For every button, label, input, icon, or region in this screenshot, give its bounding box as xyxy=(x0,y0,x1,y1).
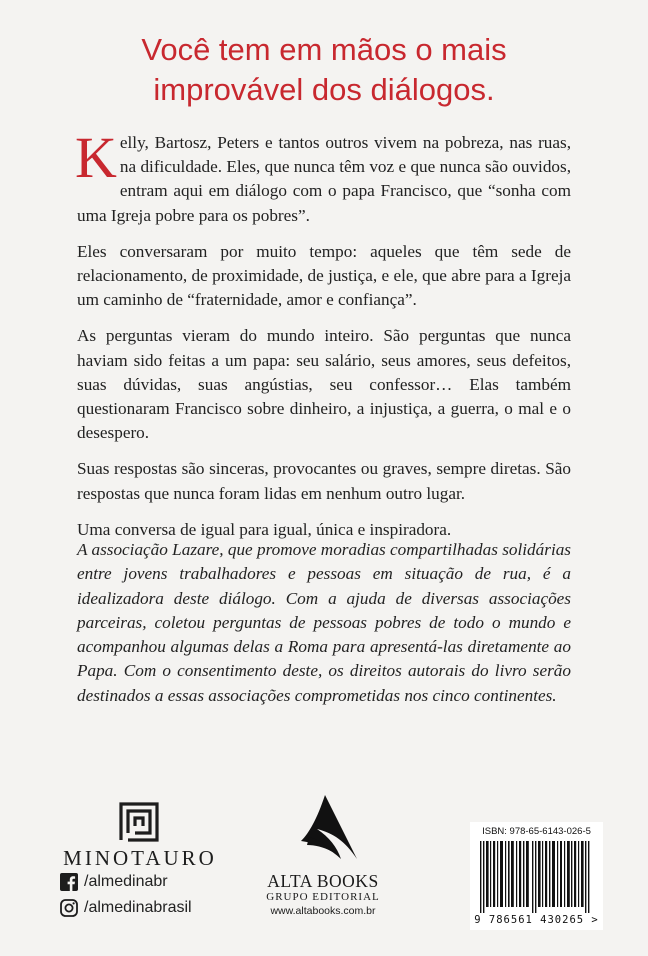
minotauro-name: MINOTAURO xyxy=(63,846,217,870)
isbn-barcode-box xyxy=(470,822,603,930)
paragraph-4: Suas respostas são sinceras, provocantes ou graves, sempre diretas. São respostas que nunca foram lidas em nenhum outro lugar. xyxy=(77,459,571,503)
paragraph-2: Eles conversaram por muito tempo: aqueles que têm sede de relacionamento, de proximidade, de justiça, e ele, que abre para a Igreja um caminho de “fraternidade, amor e confiança”. xyxy=(77,241,571,310)
drop-cap: K xyxy=(75,125,117,190)
altabooks-logo xyxy=(287,793,359,871)
minotauro-labyrinth-logo xyxy=(117,800,161,844)
paragraph-5: Uma conversa de igual para igual, única e inspiradora. xyxy=(77,519,452,539)
isbn-digits: 9 786561 430265 > xyxy=(474,914,599,926)
altabooks-name: ALTA BOOKS xyxy=(267,871,379,891)
facebook-link[interactable] xyxy=(60,872,230,892)
altabooks-publisher xyxy=(258,793,388,917)
instagram-icon xyxy=(60,899,78,917)
instagram-handle: /almedinabrasil xyxy=(84,899,192,916)
lazare-note-text: A associação Lazare, que promove moradias compartilhadas solidárias entre jovens trabalhadores e pessoas em situação de rua, é a idealizadora deste diálogo. Com a ajuda de diversas associações parceiras, coletou perguntas de pessoas pobres de todo o mundo e acompanhou algumas delas a Roma para apresentá-las diretamente ao Papa. Com o consentimento deste, os direitos autorais do livro serão destinados a essas associações comprometidas nos cinco continentes. xyxy=(77,540,571,705)
paragraph-3: As perguntas vieram do mundo inteiro. São perguntas que nunca haviam sido feitas a um papa: seu salário, seus amores, seus defeitos, suas dúvidas, suas angústias, seu confessor… Elas também questionaram Francisco sobre dinheiro, a injustiça, a guerra, o mal e o desespero. xyxy=(77,326,571,443)
facebook-handle: /almedinabr xyxy=(84,873,168,890)
headline-line-2: improvável dos diálogos. xyxy=(153,72,495,107)
barcode xyxy=(474,841,599,913)
headline-line-1: Você tem em mãos o mais xyxy=(141,32,507,67)
facebook-icon xyxy=(60,873,78,891)
altabooks-subtitle: GRUPO EDITORIAL xyxy=(266,891,380,903)
blurb-body xyxy=(75,125,571,554)
instagram-link[interactable] xyxy=(60,898,230,918)
altabooks-url[interactable]: www.altabooks.com.br xyxy=(270,905,376,917)
paragraph-1 xyxy=(75,125,571,228)
lazare-note xyxy=(77,538,571,708)
paragraph-1-text: elly, Bartosz, Peters e tantos outros vivem na pobreza, nas ruas, na dificuldade. Eles, que nunca têm voz e que nunca são ouvidos, entram aqui em diálogo com o papa Francisco, que “sonha com uma Igreja pobre para os pobres”. xyxy=(77,133,571,225)
headline xyxy=(0,30,648,110)
isbn-label: ISBN: 978-65-6143-026-5 xyxy=(482,826,591,837)
